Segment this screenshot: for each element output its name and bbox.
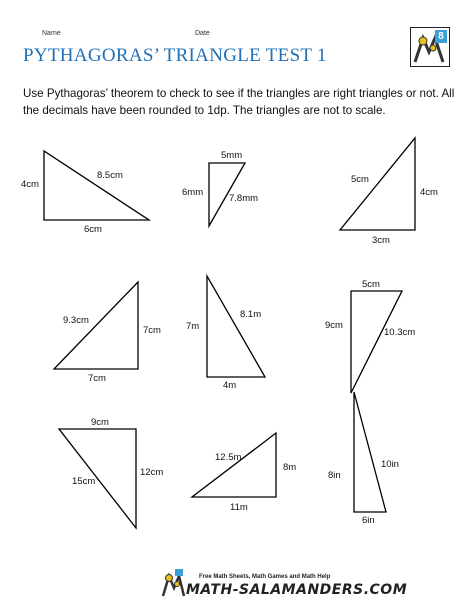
triangle-9 (354, 392, 386, 512)
t5-bottom-side-label: 4m (223, 380, 237, 391)
t2-hypotenuse-label: 7.8mm (229, 193, 259, 204)
t7-right-side-label: 12cm (140, 467, 164, 478)
t9-left-side-label: 8in (328, 470, 341, 481)
t3-hypotenuse-label: 5cm (351, 174, 369, 185)
t4-bottom-side-label: 7cm (88, 373, 106, 384)
page-title: PYTHAGORAS’ TRIANGLE TEST 1 (23, 45, 327, 66)
t1-hypotenuse-label: 8.5cm (97, 170, 123, 181)
name-label: Name (42, 30, 61, 37)
footer-tagline: Free Math Sheets, Math Games and Math Help (199, 574, 331, 580)
t7-top-side-label: 9cm (91, 417, 109, 428)
triangle-8 (192, 433, 276, 497)
t6-hypotenuse-label: 10.3cm (384, 327, 416, 338)
t6-top-side-label: 5cm (362, 279, 380, 290)
triangle-1 (44, 151, 149, 220)
t3-right-side-label: 4cm (420, 187, 438, 198)
footer-salamander-icon (160, 568, 186, 598)
t1-left-side-label: 4cm (21, 179, 39, 190)
t4-right-side-label: 7cm (143, 325, 161, 336)
t6-left-side-label: 9cm (325, 320, 343, 331)
footer-brand: MATH-SALAMANDERS.COM (186, 582, 408, 598)
t2-top-side-label: 5mm (221, 150, 243, 161)
t4-hypotenuse-label: 9.3cm (63, 315, 89, 326)
triangle-6 (351, 291, 402, 393)
t8-bottom-side-label: 11m (230, 502, 248, 513)
t2-left-side-label: 6mm (182, 187, 204, 198)
triangle-7 (59, 429, 136, 528)
t1-bottom-side-label: 6cm (84, 224, 102, 235)
t9-bottom-side-label: 6in (362, 515, 375, 526)
triangle-5 (207, 276, 265, 377)
t5-hypotenuse-label: 8.1m (240, 309, 262, 320)
t8-hypotenuse-label: 12.5m (215, 452, 242, 463)
t9-hypotenuse-label: 10in (381, 459, 399, 470)
t3-bottom-side-label: 3cm (372, 235, 390, 246)
t7-hypotenuse-label: 15cm (72, 476, 96, 487)
instructions: Use Pythagoras’ theorem to check to see if the triangles are right triangles or not. All the decimals have been rounded to 1dp. The triangles are not to scale. (23, 87, 455, 117)
t8-right-side-label: 8m (283, 462, 297, 473)
date-label: Date (195, 30, 210, 37)
t5-left-side-label: 7m (186, 321, 200, 332)
logo-number-badge: 8 (435, 30, 447, 43)
